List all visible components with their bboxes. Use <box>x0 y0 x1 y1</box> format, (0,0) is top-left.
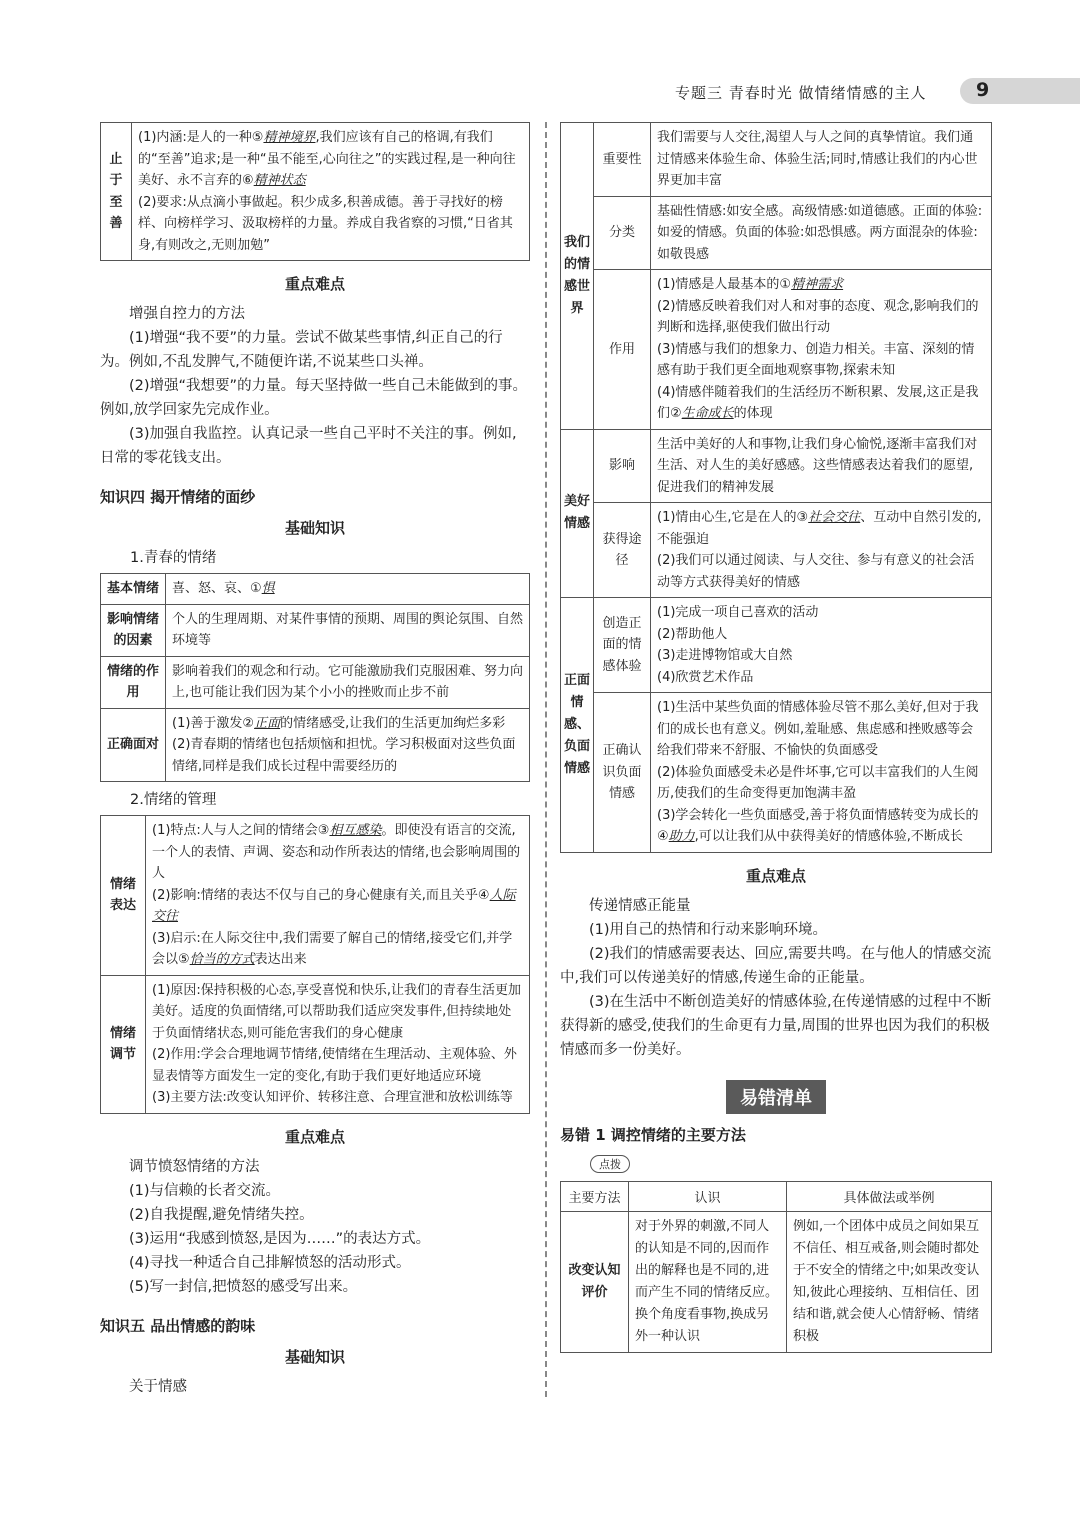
cell <box>132 123 530 261</box>
cell <box>651 693 992 853</box>
row-header: 获得途径 <box>594 503 651 598</box>
cell: 改变认知评价 <box>561 1211 629 1352</box>
emotion-world-table <box>560 122 992 853</box>
column-header: 认识 <box>629 1181 787 1211</box>
cell <box>651 598 992 693</box>
column-header: 具体做法或举例 <box>787 1181 992 1211</box>
cell: 对于外界的刺激,不同人的认知是不同的,因而作出的解释也是不同的,进而产生不同的情绪反应。换个角度看事物,换成另外一种认识 <box>629 1211 787 1352</box>
list-item: (2)帮助他人 <box>657 626 728 642</box>
error-title: 易错 1 调控情绪的主要方法 <box>560 1125 746 1144</box>
cell: 基础性情感:如安全感。高级情感:如道德感。正面的体验:如爱的情感。负面的体验:如恐惧感。两方面混杂的体验:如敬畏感 <box>651 196 992 270</box>
section-heading: 基础知识 <box>284 1347 345 1366</box>
text: (1)情由心生,它是在人的③ <box>657 510 809 525</box>
text: (3)情感与我们的想象力、创造力相关。丰富、深刻的情感有助于我们更全面地观察事物,探索未知 <box>657 341 975 378</box>
list-item: (3)运用“我感到愤怒,是因为……”的表达方式。 <box>129 1230 431 1247</box>
answer: 生命成长 <box>681 406 734 421</box>
text: (1)特点:人与人之间的情绪会③ <box>152 823 330 838</box>
sub-heading: 1.青春的情绪 <box>130 550 217 566</box>
text: 的体现 <box>733 406 773 421</box>
sub-heading: 关于情感 <box>129 1378 187 1395</box>
answer: 社会交往 <box>808 510 861 525</box>
cell: 影响着我们的观念和行动。它可能激励我们克服困难、努力向上,也可能让我们因为某个小小的挫败而止步不前 <box>166 656 530 708</box>
section-heading: 重点难点 <box>745 866 806 885</box>
text: (1)生活中某些负面的情感体验尽管不那么美好,但对于我们的成长也有意义。例如,羞耻感、焦虑感和挫败感等会给我们带来不舒服、不愉快的负面感受 <box>657 700 979 758</box>
row-header: 作用 <box>594 270 651 430</box>
answer: 精神需求 <box>791 277 844 292</box>
error-table <box>560 1181 992 1353</box>
answer: 惧 <box>261 581 275 596</box>
sub-heading: 调节愤怒情绪的方法 <box>129 1158 260 1175</box>
group-header: 美好情感 <box>561 429 594 598</box>
row-header: 影响情绪的因素 <box>101 604 166 656</box>
text: 表达出来 <box>254 952 307 967</box>
list-item: (3)走进博物馆或大自然 <box>657 648 793 663</box>
text: (2)我们可以通过阅读、与人交往、参与有意义的社会活动等方式获得美好的情感 <box>657 553 975 590</box>
cell: 生活中美好的人和事物,让我们身心愉悦,逐渐丰富我们对生活、对人生的美好感感。这些情感表达着我们的愿望,促进我们的精神发展 <box>651 429 992 503</box>
answer: 精神状态 <box>253 173 306 188</box>
row-header: 创造正面的情感体验 <box>594 598 651 693</box>
answer: 相互感染 <box>329 823 382 838</box>
group-header: 我们的情感世界 <box>561 123 594 430</box>
emotion-table <box>100 573 530 782</box>
list-item: (1)增强“我不要”的力量。尝试不做某些事情,纠正自己的行为。例如,不乱发脾气,不随便许诺,不说某些口头禅。 <box>100 330 503 370</box>
list-item: (2)作用:学会合理地调节情绪,使情绪在生理活动、主观体验、外显表情等方面发生一定的变化,有助于我们更好地适应环境 <box>152 1047 517 1084</box>
banner-text: 易错清单 <box>726 1080 826 1114</box>
answer: 人际交往 <box>152 887 516 924</box>
emotion-management-table <box>100 815 530 1114</box>
row-header: 止于至善 <box>101 123 132 261</box>
error-list-banner <box>560 1080 992 1114</box>
right-column <box>560 122 992 1353</box>
text: 、互动中自然引发的,不能强迫 <box>657 510 982 547</box>
list-item: (2)自我提醒,避免情绪失控。 <box>129 1206 314 1223</box>
sub-heading: 增强自控力的方法 <box>129 306 245 322</box>
text: 喜、怒、哀、① <box>172 581 262 596</box>
answer: 精神境界 <box>263 130 316 145</box>
text: (1)善于激发② <box>172 715 255 731</box>
hint-badge: 点拨 <box>590 1155 630 1173</box>
cell: 我们需要与人交往,渴望人与人之间的真挚情谊。我们通过情感来体验生命、体验生活;同时,情感让我们的内心世界更加丰富 <box>651 123 992 197</box>
text: 。即使没有语言的交流,一个人的表情、声调、姿态和动作所表达的情绪,也会影响周围的人 <box>152 823 521 881</box>
column-divider <box>545 122 547 1397</box>
text: (2)影响:情绪的表达不仅与自己的身心健康有关,而且关乎④ <box>152 887 490 903</box>
list-item: (3)加强自我监控。认真记录一些自己平时不关注的事。例如,日常的零花钱支出。 <box>100 426 517 466</box>
sub-heading: 2.情绪的管理 <box>130 792 217 808</box>
text: (3)学会转化一些负面感受,善于将负面情感转变为成长的④ <box>657 807 979 844</box>
zhishan-table <box>100 122 530 261</box>
answer: 助力 <box>668 829 695 844</box>
row-header: 基本情绪 <box>101 574 166 605</box>
list-item: (3)在生活中不断创造美好的情感体验,在传递情感的过程中不断获得新的感受,使我们的生命更有力量,周围的世界也因为我们的积极情感而多一份美好。 <box>560 993 992 1058</box>
row-header: 正确面对 <box>101 708 166 782</box>
text: (3)启示:在人际交往中,我们需要了解自己的情绪,接受它们,并学会以⑤ <box>152 930 513 967</box>
list-item: (4)寻找一种适合自己排解愤怒的活动形式。 <box>129 1254 411 1271</box>
text: (4)情感伴随着我们的生活经历不断积累、发展,这正是我们② <box>657 384 979 421</box>
left-column <box>100 122 530 1399</box>
row-header: 正确认识负面情感 <box>594 693 651 853</box>
page-number: 9 <box>976 79 990 101</box>
text: (2)要求:从点滴小事做起。积少成多,积善成德。善于寻找好的榜样、向榜样学习、汲取榜样的力量。养成自我省察的习惯,“日省其身,有则改之,无则加勉” <box>138 194 513 253</box>
text: (1)情感是人最基本的① <box>657 277 792 292</box>
cell <box>146 816 530 976</box>
row-header: 重要性 <box>594 123 651 197</box>
cell: 个人的生理周期、对某件事情的预期、周围的舆论氛围、自然环境等 <box>166 604 530 656</box>
answer: 恰当的方式 <box>189 952 255 967</box>
page-header <box>0 78 1080 106</box>
cell <box>651 270 992 430</box>
list-item: (1)用自己的热情和行动来影响环境。 <box>589 921 828 938</box>
list-item: (5)写一封信,把愤怒的感受写出来。 <box>129 1278 358 1295</box>
row-header: 分类 <box>594 196 651 270</box>
list-item: (3)主要方法:改变认知评价、转移注意、合理宣泄和放松训练等 <box>152 1090 513 1105</box>
list-item: (4)欣赏艺术作品 <box>657 669 754 685</box>
knowledge-heading: 知识五 品出情感的韵味 <box>100 1316 256 1335</box>
text: (2)情感反映着我们对人和对事的态度、观念,影响我们的判断和选择,驱使我们做出行动 <box>657 298 979 335</box>
row-header: 影响 <box>594 429 651 503</box>
text: (1)内涵:是人的一种⑤ <box>138 130 264 145</box>
text: 的情绪感受,让我们的生活更加绚烂多彩 <box>280 715 506 731</box>
cell: 例如,一个团体中成员之间如果互不信任、相互戒备,则会随时都处于不安全的情绪之中;如果改变认知,彼此心理接纳、互相信任、团结和谐,就会使人心情舒畅、情绪积极 <box>787 1211 992 1352</box>
section-heading: 重点难点 <box>284 1127 345 1146</box>
row-header: 情绪的作用 <box>101 656 166 708</box>
header-title: 专题三 青春时光 做情绪情感的主人 <box>675 84 927 102</box>
text: ,可以让我们从中获得美好的情感体验,不断成长 <box>694 829 963 844</box>
answer: 正面 <box>254 715 281 731</box>
group-header: 正面情感、负面情感 <box>561 598 594 853</box>
text: (2)青春期的情绪也包括烦恼和担忧。学习积极面对这些负面情绪,同样是我们成长过程中需要经历的 <box>172 737 516 774</box>
section-heading: 重点难点 <box>284 275 345 293</box>
section-heading: 基础知识 <box>284 519 345 537</box>
row-header: 情绪表达 <box>101 816 146 976</box>
list-item: (1)完成一项自己喜欢的活动 <box>657 605 819 620</box>
sub-heading: 传递情感正能量 <box>589 897 691 914</box>
row-header: 情绪调节 <box>101 975 146 1113</box>
cell <box>166 708 530 782</box>
text: (2)体验负面感受未必是件坏事,它可以丰富我们的人生阅历,使我们的生命变得更加饱满丰盈 <box>657 764 979 801</box>
list-item: (1)原因:保持积极的心态,享受喜悦和快乐,让我们的青春生活更加美好。适度的负面情绪,可以帮助我们适应突发事件,但持续地处于负面情绪状态,则可能危害我们的身心健康 <box>152 982 522 1041</box>
text: ,我们应该有自己的格调,有我们的“至善”追求;是一种“虽不能至,心向往之”的实践过程,是一种向往美好、永不言弃的⑥ <box>138 130 516 188</box>
knowledge-heading: 知识四 揭开情绪的面纱 <box>100 488 256 506</box>
list-item: (1)与信赖的长者交流。 <box>129 1182 281 1199</box>
cell <box>166 574 530 605</box>
cell <box>651 503 992 598</box>
list-item: (2)增强“我想要”的力量。每天坚持做一些自己未能做到的事。例如,放学回家先完成作业。 <box>100 378 528 418</box>
cell <box>146 975 530 1113</box>
list-item: (2)我们的情感需要表达、回应,需要共鸣。在与他人的情感交流中,我们可以传递美好的情感,传递生命的正能量。 <box>560 945 992 986</box>
column-header: 主要方法 <box>561 1181 629 1211</box>
